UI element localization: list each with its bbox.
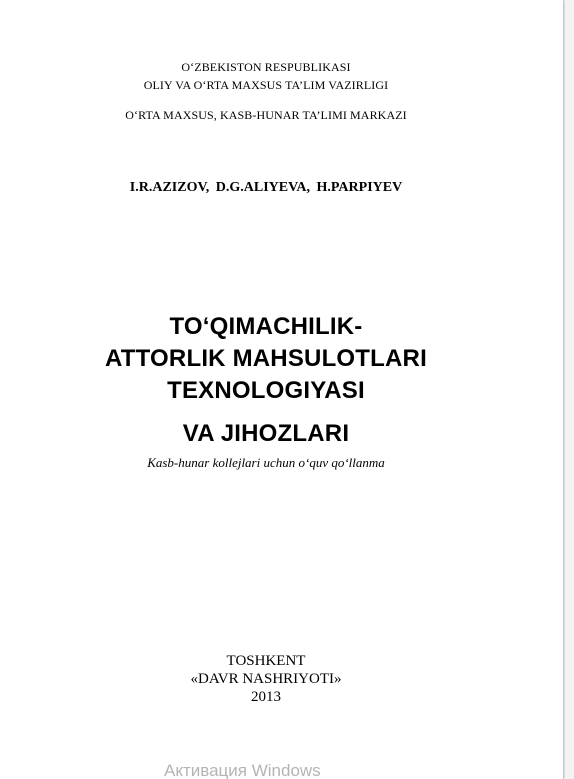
ministry-header: OLIY VA O‘RTA MAXSUS TA’LIM VAZIRLIGI — [143, 78, 389, 92]
imprint-year: 2013 — [251, 689, 281, 705]
imprint-city: TOSHKENT — [226, 653, 306, 669]
title-line-1: TO‘QIMACHILIK- — [169, 313, 363, 340]
title-line-2: ATTORLIK MAHSULOTLARI — [105, 345, 427, 372]
authors-line: I.R.AZIZOV, D.G.ALIYEVA, H.PARPIYEV — [129, 180, 403, 195]
title-line-4: VA JIHOZLARI — [182, 420, 350, 447]
windows-activation-watermark: Активация Windows — [164, 761, 321, 779]
center-header: O‘RTA MAXSUS, KASB-HUNAR TA’LIMI MARKAZI — [125, 108, 407, 122]
viewer-side-gutter — [565, 0, 574, 779]
republic-header: O‘ZBEKISTON RESPUBLIKASI — [181, 60, 351, 74]
imprint-publisher: «DAVR NASHRIYOTI» — [190, 671, 342, 687]
book-subtitle: Kasb-hunar kollejlari uchun o‘quv qo‘llanma — [147, 455, 385, 470]
title-line-3: TEXNOLOGIYASI — [167, 377, 365, 404]
